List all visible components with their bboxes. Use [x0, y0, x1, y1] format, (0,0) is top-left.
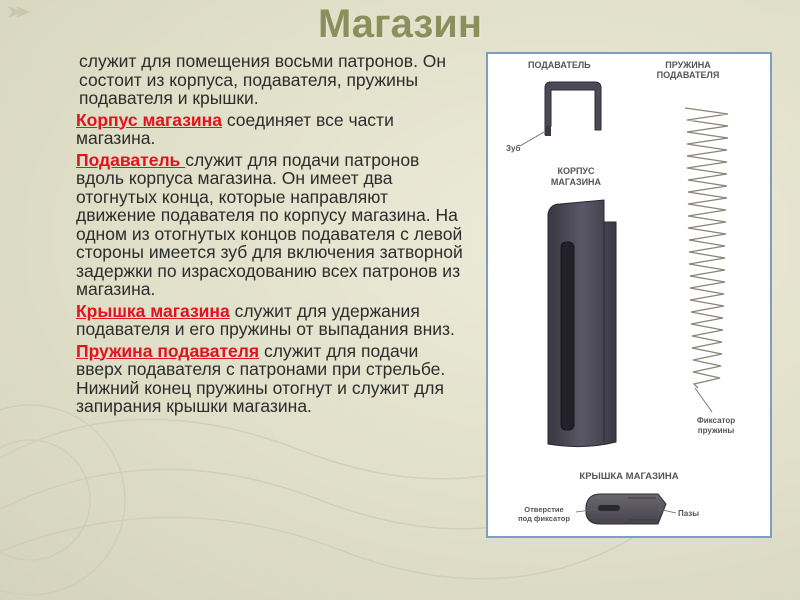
cover-paragraph	[76, 302, 468, 339]
term-body: Корпус магазина	[76, 109, 222, 130]
follower-part	[520, 82, 601, 146]
term-cover: Крышка магазина	[76, 300, 230, 321]
body-description: соединяет все части магазина.	[76, 109, 394, 148]
magazine-parts-illustration	[488, 54, 770, 536]
spring-description: служит для подачи вверх подавателя с патронами при стрельбе. Нижний конец пружины отогнут и служит для запирания крышки магазина.	[76, 340, 446, 416]
magazine-cover-part	[576, 494, 676, 524]
follower-description: служит для подачи патронов вдоль корпуса магазина. Он имеет два отогнутых конца, которые направляют движение подавателя по корпусу магазина. На одном из отогнутых концов подавателя с левой стороны имеется зуб для включения затворной задержки по израсходованию всех патронов из магазина.	[76, 149, 463, 299]
magazine-figure	[486, 52, 772, 538]
spring-part	[685, 108, 728, 388]
label-follower: ПОДАВАТЕЛЬ	[528, 60, 591, 70]
label-latch-line1: Фиксатор	[696, 416, 736, 425]
label-latch-line2: пружины	[697, 426, 735, 435]
follower-paragraph	[76, 151, 468, 299]
label-hole-line2: под фиксатор	[518, 514, 570, 523]
label-body-line2: МАГАЗИНА	[550, 177, 602, 187]
intro-paragraph: служит для помещения восьми патронов. Он состоит из корпуса, подавателя, пружины подавателя и крышки.	[79, 51, 447, 108]
cover-description: служит для удержания подавателя и его пружины от выпадания вниз.	[76, 300, 455, 339]
label-tooth: Зуб	[506, 144, 521, 153]
label-cover: КРЫШКА МАГАЗИНА	[579, 471, 679, 482]
term-spring: Пружина подавателя	[76, 340, 260, 361]
magazine-body-part	[548, 200, 616, 447]
label-grooves: Пазы	[678, 509, 700, 518]
description-text	[76, 52, 468, 419]
spring-paragraph	[76, 342, 468, 416]
label-spring-line1: ПРУЖИНА	[665, 60, 711, 70]
slide-title: Магазин	[317, 2, 483, 46]
label-hole-line1: Отверстие	[524, 505, 564, 514]
term-follower: Подаватель	[76, 149, 186, 170]
body-paragraph	[76, 111, 468, 148]
label-spring-line2: ПОДАВАТЕЛЯ	[656, 70, 720, 80]
label-body-line1: КОРПУС	[557, 166, 595, 176]
